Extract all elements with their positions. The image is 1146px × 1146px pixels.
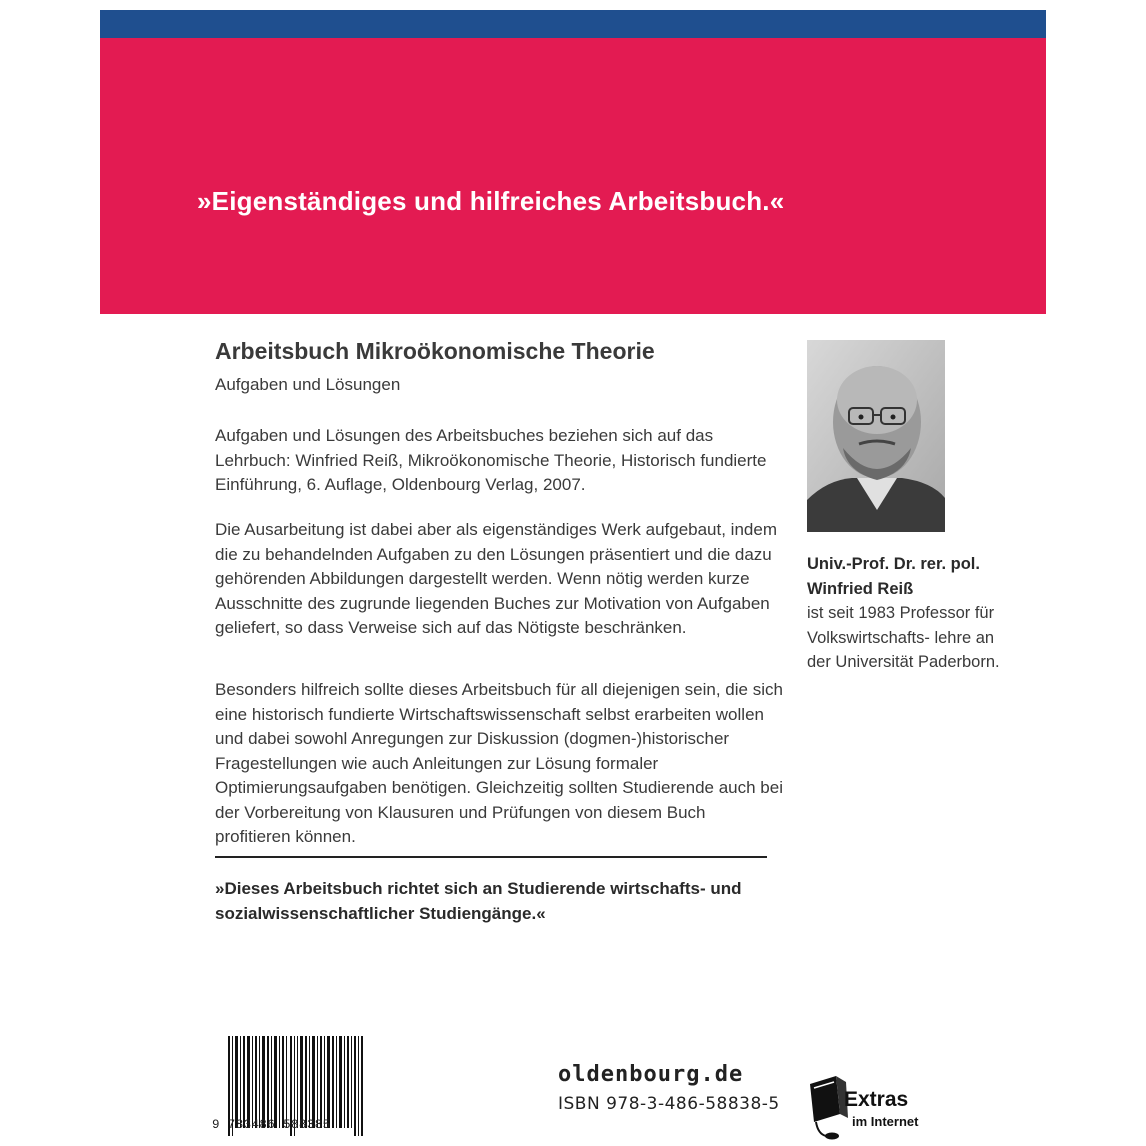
- isbn-number: ISBN 978-3-486-58838-5: [558, 1094, 780, 1114]
- author-title: Univ.-Prof. Dr. rer. pol.: [807, 555, 980, 573]
- top-blue-bar: [100, 10, 1046, 38]
- book-title: Arbeitsbuch Mikroökonomische Theorie: [215, 338, 655, 364]
- banner-tagline: »Eigenständiges und hilfreiches Arbeitsbuch.«: [197, 186, 785, 216]
- red-banner: [100, 38, 1046, 314]
- book-subtitle: Aufgaben und Lösungen: [215, 375, 401, 394]
- extras-sublabel: im Internet: [852, 1114, 919, 1129]
- description-paragraph-3: Besonders hilfreich sollte dieses Arbeitsbuch für all diejenigen sein, die sich eine historisch fundierte Wirtschaftswissenschaft selbst erarbeiten wollen und dabei sowohl Anregungen zur Diskussion (dogmen-)historischer Fragestellungen wie auch Anleitungen zur Lösung formaler Optimierungsaufgaben benötigen. Gleichzeitig sollten Studierende auch bei der Vorbereitung von Klausuren und Prüfungen von diesem Buch profitieren können.: [215, 680, 783, 846]
- author-portrait-image: [807, 340, 945, 532]
- divider-rule: [215, 856, 767, 858]
- author-name: [807, 552, 980, 601]
- back-cover: [100, 10, 1046, 1146]
- extras-label[interactable]: Extras: [844, 1088, 909, 1111]
- author-fullname: Winfried Reiß: [807, 579, 914, 598]
- author-bio: ist seit 1983 Professor für Volkswirtschafts- lehre an der Universität Paderborn.: [807, 604, 1000, 671]
- description-paragraph-1: Aufgaben und Lösungen des Arbeitsbuches beziehen sich auf das Lehrbuch: Winfried Reiß, Mikroökonomische Theorie, Historisch fundierte Einführung, 6. Auflage, Oldenbourg Verlag, 2007.: [215, 426, 767, 494]
- description-paragraph-2: Die Ausarbeitung ist dabei aber als eigenständiges Werk aufgebaut, indem die zu behandelnden Aufgaben zu den Lösungen präsentiert und die dazu gehörenden Abbildungen dargestellt werden. Wenn nötig werden kurze Ausschnitte des zugrunde liegenden Buches zur Motivation von Aufgaben geliefert, so dass Verweise sich auf das Nötigste beschränken.: [215, 520, 777, 637]
- barcode-number: 9 783486 588385: [212, 1118, 331, 1132]
- publisher-website[interactable]: oldenbourg.de: [558, 1062, 744, 1087]
- audience-claim: »Dieses Arbeitsbuch richtet sich an Studierende wirtschafts- und sozialwissenschaftlicher Studiengänge.«: [215, 879, 742, 923]
- author-photo: [807, 340, 945, 532]
